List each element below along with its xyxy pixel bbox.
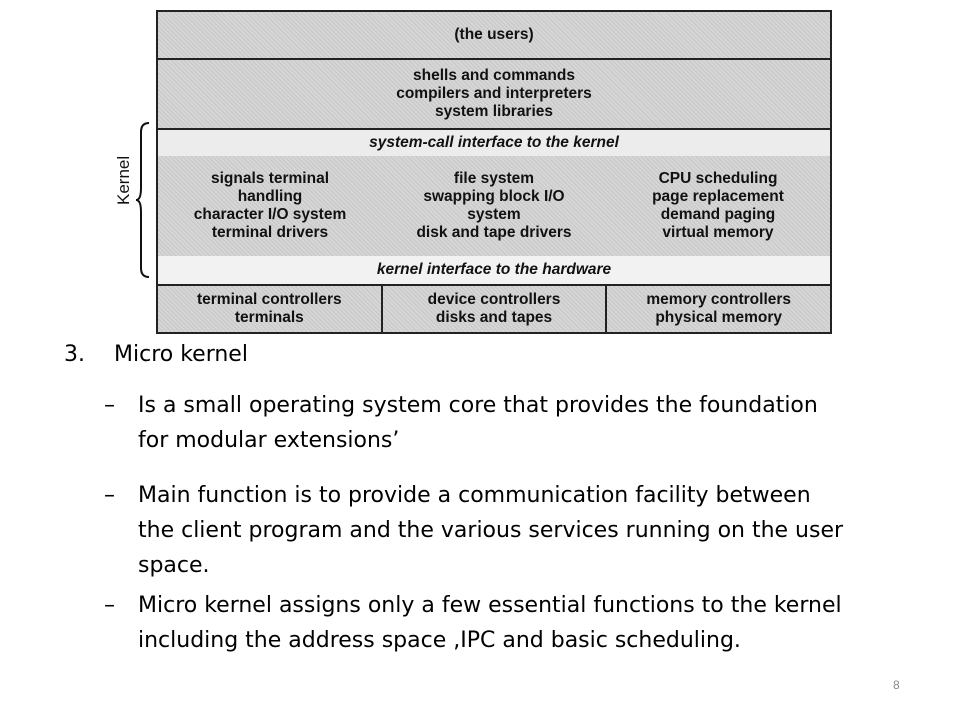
hardware-line: terminals [234, 309, 304, 326]
bullet-text: Is a small operating system core that provides the foundation for modular extensions’ [138, 393, 818, 453]
kernel-line: handling [237, 188, 303, 205]
kernel-line: CPU scheduling [658, 170, 778, 187]
users-label: (the users) [454, 26, 534, 43]
bullet-text: Main function is to provide a communication facility between the client program and the various services running on the user space. [138, 483, 844, 578]
hardware-line: memory controllers [646, 291, 792, 308]
kernel-line: system [467, 206, 521, 223]
shells-line: compilers and interpreters [396, 85, 592, 102]
shells-layer [158, 60, 830, 130]
bullet-item [104, 388, 844, 458]
kernel-layer [158, 156, 830, 256]
bullet-marker: – [104, 393, 115, 418]
kernel-column-filesystem [382, 156, 606, 256]
kernel-line: demand paging [660, 206, 776, 223]
kernel-line: file system [453, 170, 535, 187]
kernel-line: terminal drivers [211, 224, 329, 241]
bullet-marker: – [104, 593, 115, 618]
unix-structure-diagram [156, 10, 832, 334]
bullet-item [104, 478, 844, 583]
hardware-line: disks and tapes [435, 309, 553, 326]
page-number: 8 [893, 678, 900, 692]
shells-line: system libraries [434, 103, 554, 120]
hardware-line: device controllers [427, 291, 561, 308]
kernel-line: swapping block I/O [423, 188, 565, 205]
kernel-line: disk and tape drivers [416, 224, 572, 241]
syscall-interface-label: system-call interface to the kernel [369, 134, 619, 151]
hardware-line: physical memory [655, 309, 782, 326]
kernel-line: character I/O system [193, 206, 347, 223]
section-title: Micro kernel [114, 342, 248, 367]
syscall-interface-layer [158, 130, 830, 156]
hardware-line: terminal controllers [196, 291, 342, 308]
users-layer [158, 12, 830, 60]
kernel-line: virtual memory [662, 224, 774, 241]
bullet-item [104, 588, 844, 658]
shells-line: shells and commands [413, 67, 575, 84]
bullet-text: Micro kernel assigns only a few essential functions to the kernel including the address space ,IPC and basic scheduling. [138, 593, 842, 653]
bullet-marker: – [104, 483, 115, 508]
hardware-column-device [383, 286, 608, 332]
section-number: 3. [64, 342, 85, 367]
kernel-line: page replacement [652, 188, 784, 205]
kernel-column-terminal [158, 156, 382, 256]
hardware-column-memory [607, 286, 830, 332]
kernel-column-memory [606, 156, 830, 256]
kernel-brace-label: Kernel [114, 155, 133, 205]
kernel-line: signals terminal [210, 170, 329, 187]
hardware-interface-label: kernel interface to the hardware [376, 261, 612, 278]
kernel-brace-icon [136, 122, 150, 278]
hardware-layer [158, 286, 830, 332]
hardware-column-terminal [158, 286, 383, 332]
hardware-interface-layer [158, 256, 830, 286]
section-heading [64, 342, 248, 367]
